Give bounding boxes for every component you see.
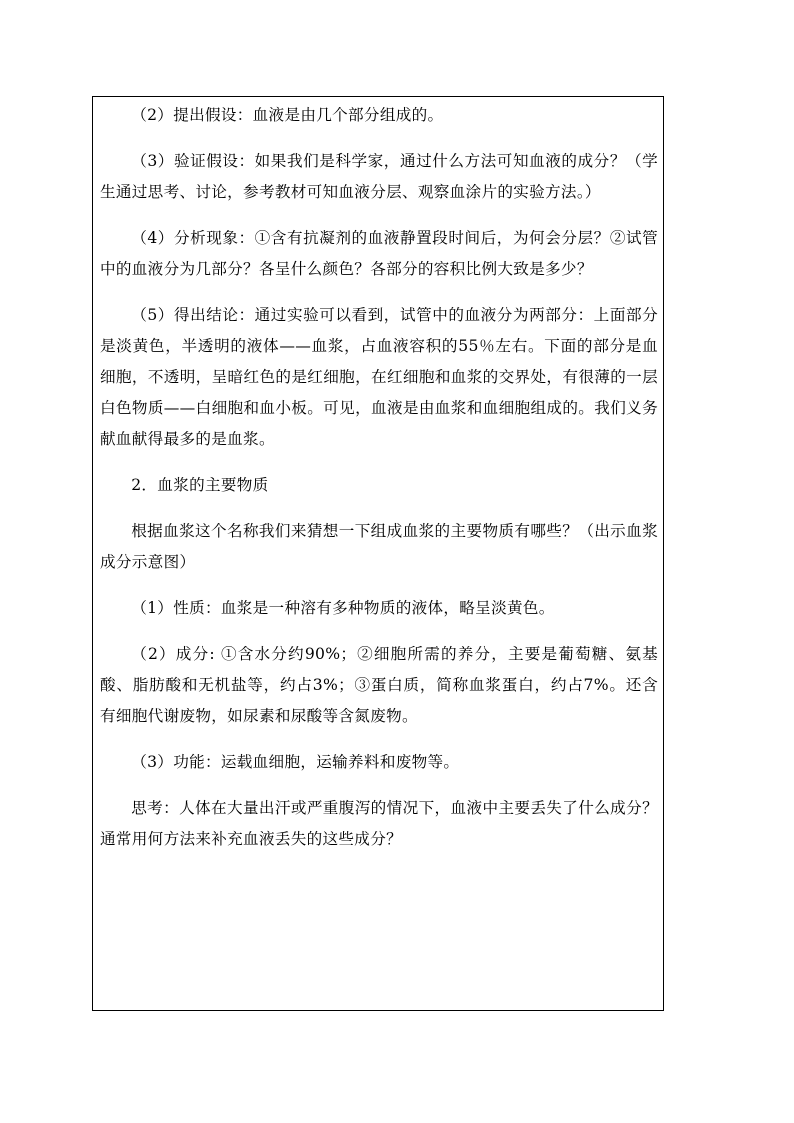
document-body bbox=[100, 100, 658, 855]
paragraph-analyze-phenomenon: （4）分析现象：①含有抗凝剂的血液静置段时间后，为何会分层？②试管中的血液分为几部分？各呈什么颜色？各部分的容积比例大致是多少？ bbox=[100, 229, 658, 278]
paragraph-thinking-question: 思考：人体在大量出汗或严重腹泻的情况下，血液中主要丢失了什么成分？通常用何方法来补充血液丢失的这些成分？ bbox=[100, 799, 658, 848]
paragraph-conclusion: （5）得出结论：通过实验可以看到，试管中的血液分为两部分：上面部分是淡黄色，半透明的液体——血浆，占血液容积的55％左右。下面的部分是血细胞，不透明，呈暗红色的是红细胞，在红细胞和血浆的交界处，有很薄的一层白色物质——白细胞和血小板。可见，血液是由血浆和血细胞组成的。我们义务献血献得最多的是血浆。 bbox=[100, 306, 658, 448]
paragraph-verify-hypothesis: （3）验证假设：如果我们是科学家，通过什么方法可知血液的成分？（学生通过思考、讨论，参考教材可知血液分层、观察血涂片的实验方法。） bbox=[100, 152, 658, 201]
paragraph-plasma-guess: 根据血浆这个名称我们来猜想一下组成血浆的主要物质有哪些？（出示血浆成分示意图） bbox=[100, 522, 658, 571]
paragraph-plasma-composition: （2）成分: ①含水分约90%；②细胞所需的养分，主要是葡萄糖、氨基酸、脂肪酸和无机盐等，约占3%；③蛋白质，简称血浆蛋白，约占7%。还含有细胞代谢废物，如尿素和尿酸等含氮废物。 bbox=[100, 645, 658, 725]
paragraph-plasma-property: （1）性质：血浆是一种溶有多种物质的液体，略呈淡黄色。 bbox=[131, 599, 555, 617]
section-heading-plasma-substances: 2．血浆的主要物质 bbox=[131, 476, 269, 494]
paragraph-hypothesis: （2）提出假设：血液是由几个部分组成的。 bbox=[131, 106, 444, 124]
paragraph-plasma-function: （3）功能：运载血细胞，运输养料和废物等。 bbox=[131, 753, 460, 771]
